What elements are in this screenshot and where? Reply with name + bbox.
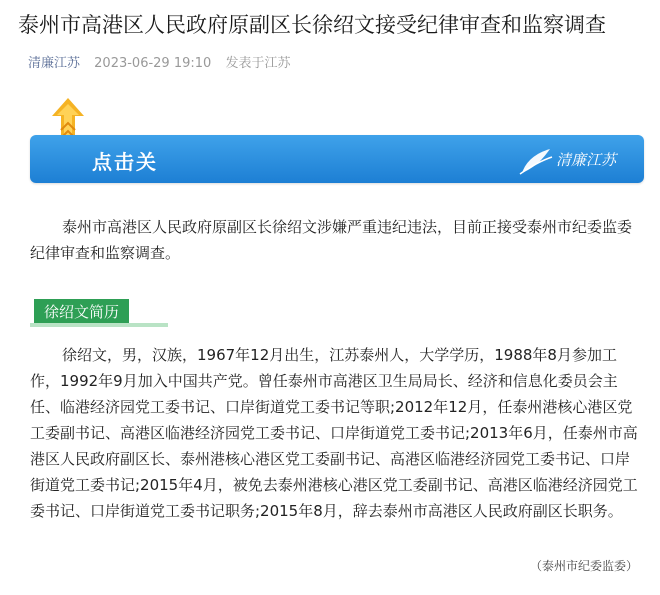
article-title: 泰州市高港区人民政府原副区长徐绍文接受纪律审查和监察调查 bbox=[18, 13, 606, 37]
article-meta bbox=[28, 52, 290, 71]
follow-banner[interactable] bbox=[30, 135, 644, 183]
lead-paragraph: 泰州市高港区人民政府原副区长徐绍文涉嫌严重违纪违法，目前正接受泰州市纪委监委纪律审查和监察调查。 bbox=[30, 218, 633, 262]
account-name-link[interactable]: 清廉江苏 bbox=[28, 56, 81, 71]
logo-text: 清廉江苏 bbox=[556, 151, 617, 169]
follow-banner-text: 点击关 bbox=[92, 150, 158, 174]
section-label: 徐绍文简历 bbox=[34, 299, 129, 325]
brand-logo bbox=[516, 143, 626, 177]
leaf-icon bbox=[516, 143, 556, 177]
source-note: （泰州市纪委监委） bbox=[529, 559, 638, 573]
bio-paragraph: 徐绍文，男，汉族，1967年12月出生，江苏泰州人，大学学历，1988年8月参加工作，1992年9月加入中国共产党。曾任泰州市高港区卫生局局长、经济和信息化委员会主任、临港经济园党工委书记、口岸街道党工委书记等职;2012年12月，任泰州港核心港区党工委副书记、高港区临港经济园党工委书记、口岸街道党工委书记;2013年6月，任泰州市高港区人民政府副区长、泰州港核心港区党工委副书记、高港区临港经济园党工委书记、口岸街道党工委书记;2015年4月，被免去泰州港核心港区党工委副书记、高港区临港经济园党工委书记、口岸街道党工委书记职务;2015年8月，辞去泰州市高港区人民政府副区长职务。 bbox=[30, 346, 638, 520]
publish-date: 2023-06-29 19:10 bbox=[94, 56, 212, 71]
section-underline bbox=[30, 323, 168, 327]
publish-location: 发表于江苏 bbox=[225, 56, 291, 71]
